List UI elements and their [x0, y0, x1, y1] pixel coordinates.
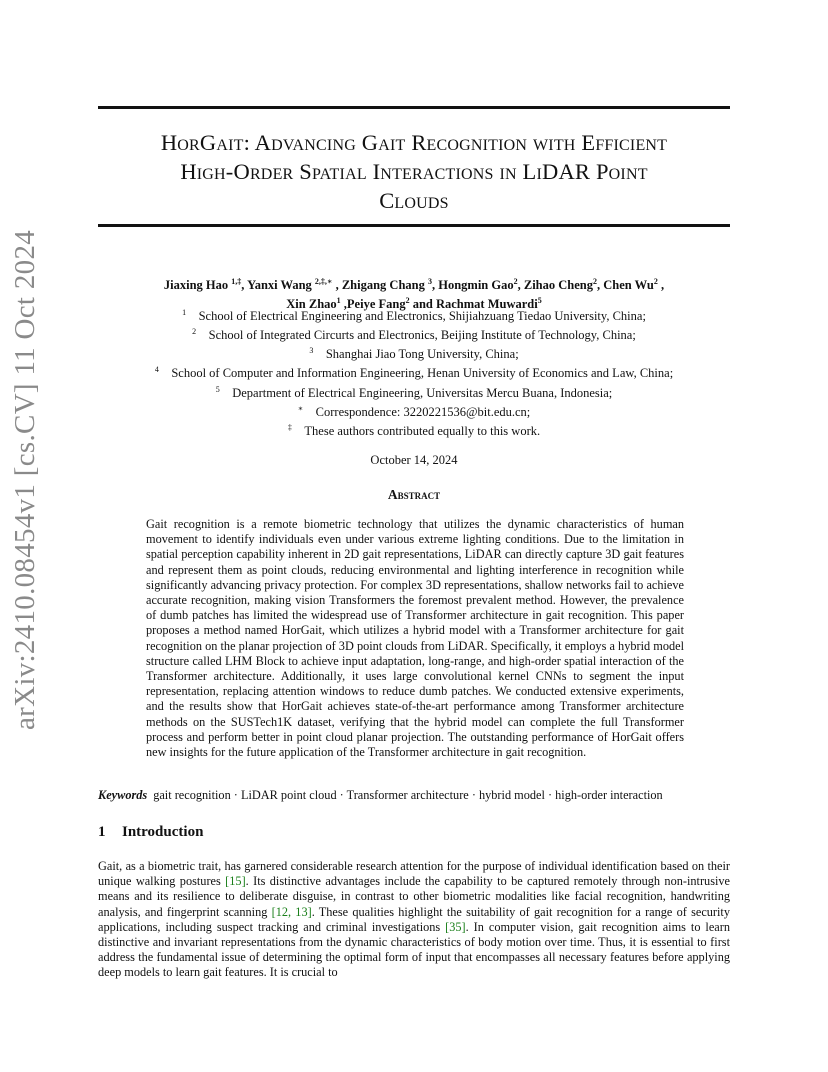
- keywords-text: gait recognition · LiDAR point cloud · Transformer architecture · hybrid model · high-order interaction: [153, 788, 663, 802]
- author-affil-mark: 2: [592, 277, 597, 286]
- arxiv-identifier-stamp[interactable]: arXiv:2410.08454v1 [cs.CV] 11 Oct 2024: [9, 229, 41, 730]
- title-line-1: HorGait: Advancing Gait Recognition with Efficient: [160, 130, 668, 155]
- affiliation-line: [110, 324, 718, 343]
- affiliation-line: [110, 305, 718, 324]
- title-line-2: High-Order Spatial Interactions in LiDAR Point: [180, 159, 648, 184]
- paper-title: [98, 128, 730, 215]
- affiliation-mark: 1: [182, 308, 187, 317]
- introduction-paragraph: [98, 859, 730, 981]
- affiliation-line: [110, 343, 718, 362]
- author-affil-mark: 2: [513, 277, 518, 286]
- author-name: Zihao Cheng: [523, 278, 593, 293]
- abstract-body: Gait recognition is a remote biometric technology that utilizes the dynamic characteristics of human movement to identify individuals even under various extreme lighting conditions. Due to the limitation in spatial perception capability inherent in 2D gait representations, LiDAR can directly capture 3D gait features and represent them as point clouds, reducing environmental and lighting interference in recognition while significantly advancing privacy protection. For complex 3D representations, shallow networks fail to achieve accurate recognition, making vision Transformers the foremost prevalent method. However, the prevalence of dumb patches has limited the widespread use of Transformer architecture in gait recognition. This paper proposes a method named HorGait, which utilizes a hybrid model with a Transformer architecture for gait recognition on the planar projection of 3D point clouds from LiDAR. Specifically, it employs a hybrid model structure called LHM Block to achieve input adaptation, long-range, and high-order spatial interaction of the Transformer architecture. Additionally, it uses large convolutional kernel CNNs to segment the input representation, replacing attention windows to reduce dumb patches. We conducted extensive experiments, and the results show that HorGait achieves state-of-the-art performance among Transformer architecture methods on the SUSTech1K dataset, verifying that the hybrid model can complete the full Transformer process and perform better in point cloud planar projection. The outstanding performance of HorGait offers new insights for the future application of the Transformer architecture in gait recognition.: [146, 517, 684, 760]
- author-affil-mark: 3: [427, 277, 432, 286]
- author-affil-mark: 5: [537, 296, 542, 306]
- affiliation-line: [110, 420, 718, 439]
- affiliation-line: [110, 401, 718, 420]
- title-line-3: Clouds: [379, 188, 449, 213]
- author-name: Xin Zhao: [286, 297, 337, 312]
- author-affil-mark: 2: [405, 296, 410, 306]
- author-name: Zhigang Chang: [341, 278, 425, 293]
- section-title: Introduction: [122, 824, 204, 840]
- affiliation-line: [110, 382, 718, 401]
- citation-link[interactable]: [15]: [225, 874, 246, 889]
- affiliation-mark: 4: [154, 365, 159, 375]
- citation-link[interactable]: [35]: [445, 919, 466, 934]
- keywords-label: Keywords: [98, 788, 148, 802]
- affiliation-text: School of Electrical Engineering and Electronics, Shijiahzuang Tiedao University, China;: [198, 309, 646, 324]
- author-affil-mark: 1: [336, 296, 341, 306]
- correspondence-email[interactable]: Correspondence: 3220221536@bit.edu.cn;: [315, 404, 531, 419]
- affiliation-mark: 5: [215, 384, 220, 394]
- affiliation-mark: ∗: [297, 403, 304, 413]
- affiliation-text: School of Integrated Circurts and Electronics, Beijing Institute of Technology, China;: [208, 328, 636, 343]
- affiliation-text: These authors contributed equally to this work.: [304, 424, 541, 439]
- author-affil-mark: 2,‡,∗: [314, 277, 333, 286]
- affiliation-line: [110, 362, 718, 381]
- affiliation-mark: ‡: [287, 422, 292, 432]
- author-affil-mark: 1,‡: [231, 277, 242, 286]
- intro-text: . In computer vision, gait recognition aims to learn distinctive and invariant representations from the dynamic characteristics of body motion over time. Thus, it is essential to first address the fundamental issue of determining the optimal form of input that encompasses all necessary features before applying deep models to learn gait features. It is crucial to: [98, 919, 730, 980]
- abstract-heading: Abstract: [387, 487, 441, 502]
- affiliation-mark: 3: [309, 346, 314, 356]
- title-bottom-rule: [98, 224, 730, 227]
- section-heading-introduction: [98, 824, 730, 841]
- keywords-line: [98, 787, 730, 803]
- affiliation-text: Department of Electrical Engineering, Universitas Mercu Buana, Indonesia;: [232, 385, 613, 400]
- author-name: Hongmin Gao: [438, 278, 514, 293]
- affiliation-list: [110, 305, 718, 439]
- author-name: Rachmat Muwardi: [435, 297, 538, 312]
- intro-text: Gait, as a biometric trait, has garnered considerable research attention for the purpose of individual identification based on their unique walking postures: [98, 859, 730, 889]
- author-affil-mark: 2: [653, 277, 658, 286]
- author-name: Chen Wu: [603, 278, 654, 293]
- author-list: Jiaxing Hao $^{1,\ddagger}$, Yanxi Wang $^{2,\ddagger,∗}$ , Zhigang Chang $^3$, Hongmin Gao$^2$, Zihao Cheng$^2$, Chen Wu$^2$ , Xin Zhao$^1$ ,Peiye Fang$^2$ and Rachmat Muwardi$^5$: [163, 277, 665, 312]
- intro-text: . Its distinctive advantages include the capability to be captured remotely through non-intrusive means and its resilience to deliberate disguise, in contrast to other biometric modalities like facial recognition, handwriting analysis, and fingerprint scanning: [98, 874, 731, 919]
- author-name: Jiaxing Hao: [163, 278, 229, 293]
- author-name: Peiye Fang: [346, 297, 406, 312]
- intro-text: . These qualities highlight the suitability of gait recognition for a range of security applications, including suspect tracking and criminal investigations: [98, 904, 730, 934]
- author-name: Yanxi Wang: [247, 278, 312, 293]
- affiliation-text: Shanghai Jiao Tong University, China;: [325, 347, 519, 362]
- affiliation-text: School of Computer and Information Engineering, Henan University of Economics and Law, China;: [171, 366, 674, 381]
- publication-date: October 14, 2024: [370, 453, 458, 467]
- section-number: 1: [98, 824, 106, 840]
- citation-link[interactable]: [12, 13]: [271, 904, 312, 919]
- title-top-rule: [98, 106, 730, 109]
- affiliation-mark: 2: [192, 327, 197, 337]
